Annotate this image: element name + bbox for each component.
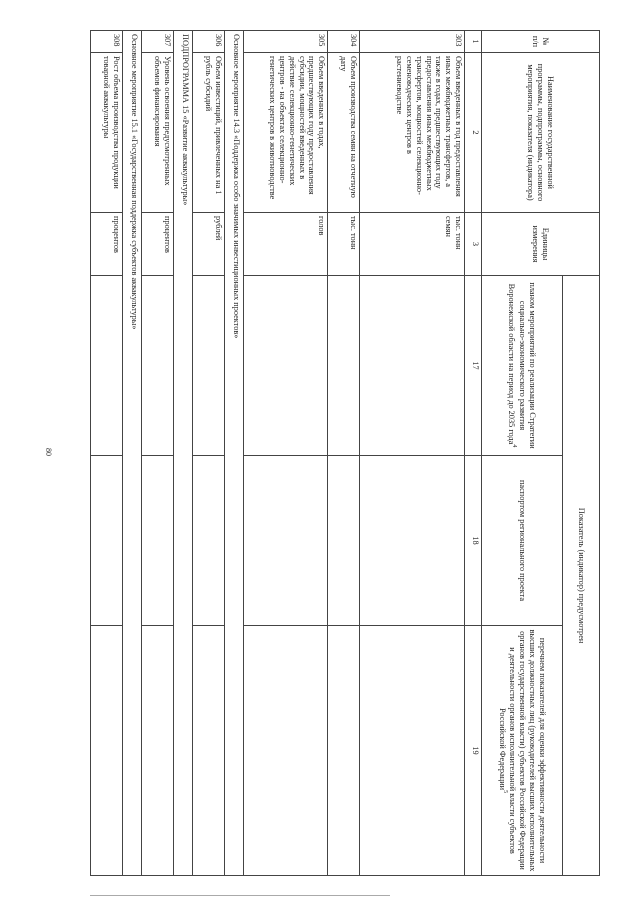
table-row-308 [91, 31, 123, 876]
table-row-306 [193, 31, 225, 876]
indicator-name: Рост объема производства продукции товарной аквакультуры [91, 53, 123, 213]
cell-19 [142, 626, 174, 876]
cell-18 [359, 456, 464, 626]
header-col-num: № п/п [481, 31, 599, 53]
rotated-table-container [90, 30, 600, 875]
header-col-passport: паспортом регионального проекта [481, 456, 563, 626]
page-number: 80 [44, 448, 53, 456]
section-title: Основное мероприятие 14.3 «Поддержка особо значимых инвестиционных проектов» [224, 31, 243, 876]
header-col-provided: Показатель (индикатор) предусмотрен [563, 276, 600, 876]
indicator-name: Объем производства семян на отчетную дату [328, 53, 360, 213]
section-title: ПОДПРОГРАММА 15 «Развитие аквакультуры» [173, 31, 192, 876]
header-col-list: перечнем показателей для оценки эффективности деятельности высших должностных лиц (руководителей высших исполнительных органов государственной власти) субъектов Российской Федерации и деятельности органов исполнительной власти субъектов Российской Федерации$^5$ [481, 626, 563, 876]
col-number-17: 17 [464, 276, 481, 456]
cell-17 [244, 276, 328, 456]
indicator-unit: тыс. тонн [328, 213, 360, 276]
table-row-305 [244, 31, 328, 876]
row-number: 305 [244, 31, 328, 53]
row-number: 308 [91, 31, 123, 53]
indicator-unit: голов [244, 213, 328, 276]
col-number-19: 19 [464, 626, 481, 876]
table-row-303 [359, 31, 464, 876]
indicators-table [90, 30, 600, 876]
table-row-304 [328, 31, 360, 876]
col-number-1: 1 [464, 31, 481, 53]
indicator-name: Объем введенных в годах, предшествующих году предоставления субсидии, мощностей введенных в действие селекционно-генетических центров - на объектах селекционно-генетических центров в животноводстве [244, 53, 328, 213]
cell-17 [328, 276, 360, 456]
section-row-15-1 [122, 31, 141, 876]
header-col-strategy: планом мероприятий по реализации Стратегии социально-экономического развития Воронежской области на период до 2035 года$^4$ [481, 276, 563, 456]
header-col-name: Наименование государственной программы, подпрограммы, основного мероприятия, показателя (индикатора) [481, 53, 599, 213]
indicator-name: Объем введенных в год предоставления иных межбюджетных трансфертов, а также в годах, предшествующих году предоставления иных межбюджетных трансфертов, мощностей селекционно-семеноводческих центров в растениеводстве [359, 53, 464, 213]
row-number: 307 [142, 31, 174, 53]
indicator-unit: рублей [193, 213, 225, 276]
header-col-unit: Единицы измерения [481, 213, 599, 276]
col-number-2: 2 [464, 53, 481, 213]
row-number: 303 [359, 31, 464, 53]
cell-19 [91, 626, 123, 876]
section-row-14-3 [224, 31, 243, 876]
row-number: 306 [193, 31, 225, 53]
table-row-307 [142, 31, 174, 876]
cell-17 [91, 276, 123, 456]
cell-18 [244, 456, 328, 626]
section-row-subprogram-15 [173, 31, 192, 876]
cell-18 [91, 456, 123, 626]
cell-18 [193, 456, 225, 626]
bottom-edge-line [90, 895, 390, 896]
indicator-unit: процентов [142, 213, 174, 276]
col-number-3: 3 [464, 213, 481, 276]
cell-17 [193, 276, 225, 456]
header-row-1 [563, 31, 600, 876]
cell-19 [359, 626, 464, 876]
indicator-unit: процентов [91, 213, 123, 276]
cell-18 [328, 456, 360, 626]
indicator-name: Уровень освоения предусмотренных объемов финансирования [142, 53, 174, 213]
indicator-name: Объем инвестиций, привлеченных на 1 рубль субсидий [193, 53, 225, 213]
cell-19 [328, 626, 360, 876]
cell-19 [193, 626, 225, 876]
cell-17 [142, 276, 174, 456]
indicator-unit: тыс. тонн семян [359, 213, 464, 276]
cell-19 [244, 626, 328, 876]
cell-18 [142, 456, 174, 626]
col-number-18: 18 [464, 456, 481, 626]
row-number: 304 [328, 31, 360, 53]
column-numbers-row [464, 31, 481, 876]
section-title: Основное мероприятие 15.1 «Государственная поддержка субъектов аквакультуры» [122, 31, 141, 876]
cell-17 [359, 276, 464, 456]
